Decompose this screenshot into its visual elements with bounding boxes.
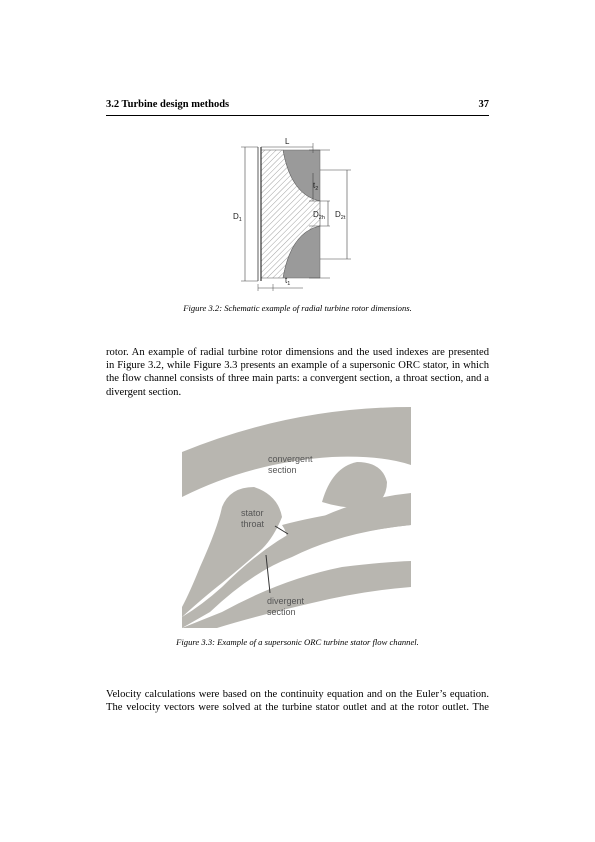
label-D1-subscript: 1 (238, 217, 242, 223)
label-D2h: D (313, 210, 319, 219)
label-divergent: divergent (267, 596, 305, 606)
svg-text:D1 (233, 212, 242, 223)
paragraph-line: The velocity vectors were solved at the turbine stator outlet and at the rotor outlet. The (106, 702, 489, 714)
label-t1-subscript: 1 (287, 281, 291, 287)
page-number: 37 (478, 99, 489, 110)
label-L: L (285, 137, 290, 146)
figure-3-3-stator-flow-channel (182, 407, 411, 628)
label-D2t: D (335, 210, 341, 219)
paragraph-line: the flow channel consists of three main parts: a convergent section, a throat section, and a (106, 373, 489, 385)
figure-3-3-caption: Figure 3.3: Example of a supersonic ORC turbine stator flow channel. (176, 637, 419, 647)
paragraph-line: in Figure 3.2, while Figure 3.3 presents an example of a supersonic ORC stator, in which (106, 360, 489, 372)
label-t2-subscript: 2 (315, 186, 319, 192)
label-t2: t (313, 181, 316, 190)
figure-3-2-rotor-schematic (225, 133, 365, 295)
figure-3-2-caption: Figure 3.2: Schematic example of radial turbine rotor dimensions. (183, 303, 412, 313)
label-throat: throat (241, 519, 265, 529)
label-D2h-subscript: 2h (318, 215, 325, 221)
paragraph-line: Velocity calculations were based on the continuity equation and on the Euler’s equation. (106, 689, 489, 700)
paragraph-line: divergent section. (106, 386, 182, 398)
paragraph-line: rotor. An example of radial turbine rotor dimensions and the used indexes are presented (106, 347, 489, 358)
label-D2t-subscript: 2t (340, 215, 346, 221)
label-stator: stator (241, 508, 264, 518)
section-title: 3.2 Turbine design methods (106, 99, 230, 110)
body-paragraph-2 (106, 688, 489, 714)
label-D1: D (233, 212, 239, 221)
body-paragraph-1 (106, 346, 489, 399)
label-convergent: convergent (268, 454, 313, 464)
svg-text:D2t (335, 210, 346, 221)
label-divergent-section: section (267, 607, 296, 617)
label-t1: t (285, 276, 288, 285)
running-head (106, 99, 489, 116)
label-convergent-section: section (268, 465, 297, 475)
